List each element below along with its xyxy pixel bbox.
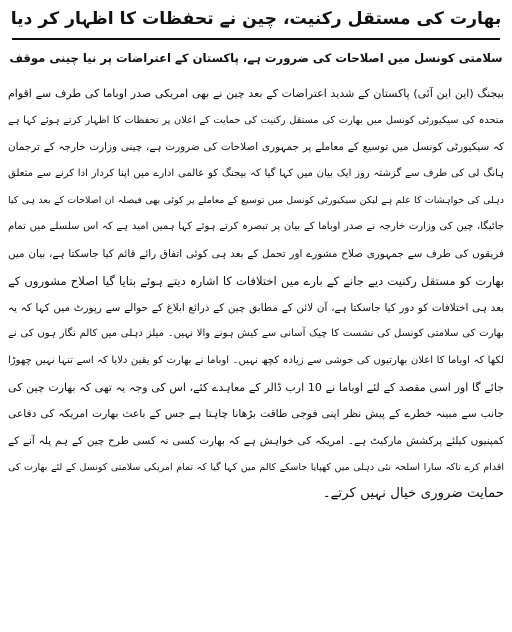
subheadline: سلامتی کونسل میں اصلاحات کی ضرورت ہے، پاکستان کے اعتراضات پر نیا چینی موقف xyxy=(9,51,503,65)
article-line: جائیگا، چین کی وزارت خارجہ نے صدر اوباما کے بیان پر تبصرہ کرتے ہوئے کہا ہمیں امید ہے کہ اس سلسلے میں تمام xyxy=(8,221,504,233)
article-line: حمایت ضروری خیال نہیں کرتے۔ xyxy=(322,486,504,502)
article-body xyxy=(8,81,504,508)
article-line: بیجنگ (این این آئی) پاکستان کے شدید اعتراضات کے بعد چین نے بھی امریکی صدر اوباما کی طرف سے اقوام xyxy=(8,87,504,100)
article-line: اقدام کرے تاکہ سارا اسلحہ نئی دہلی میں کھپایا جاسکے کالم میں کہا گیا کہ تمام امریکی سلامتی کونسل کے لئے بھارت کی xyxy=(8,461,504,473)
article-line: بعد ہی اختلافات کو دور کیا جاسکتا ہے، آن لائن کے مطابق چین کے ذرائع ابلاغ کے حوالے سے رپورٹ میں کہا کہ یہ xyxy=(8,301,504,314)
article-line: دہلی کی خواہشات کا علم ہے لیکن سیکیورٹی کونسل میں توسیع کے معاملے پر کوئی بھی فیصلہ ان اصلاحات کے بعد ہی کیا xyxy=(8,194,504,206)
article-line: لکھا کہ اوباما کا اعلان بھارتیوں کی خوشی سے زیادہ کچھ نہیں۔ اوباما نے بھارت کو یقین دلایا کہ اسے تنہا نہیں چھوڑا xyxy=(8,354,504,366)
article-line: جانب سے مبینہ خطرے کے پیش نظر اپنی فوجی طاقت بڑھانا چاہتا ہے جس کے باعث بھارت امریکہ کی دفاعی xyxy=(8,407,504,421)
article-line: بھارت کی سلامتی کونسل کی نشست کا چیک آسانی سے کیش ہونے والا نہیں۔ میلز دہلی میں کالم نگار ہوں کی نے xyxy=(8,328,504,340)
divider-rule xyxy=(12,38,500,40)
article-line: متحدہ کی سیکیورٹی کونسل میں بھارت کی مستقل رکنیت کی حمایت کے اعلان پر تحفظات کا اظہار کرتے ہوئے کہا ہے xyxy=(8,114,504,126)
article-line: فریقوں کی طرف سے جمہوری صلاح مشورے اور تحمل کے بعد ہی کوئی اتفاق رائے قائم کیا جاسکتا ہے، بیان میں xyxy=(8,248,504,261)
article-line: کمپنیوں کیلئے پرکشش مارکیٹ ہے۔ امریکہ کی خواہش ہے کہ بھارت کسی نہ کسی طرح چین کے ہم پلہ آنے کے xyxy=(8,434,504,447)
article-line: جائے گا اور اسی مقصد کے لئے اوباما نے 10 ارب ڈالر کے معاہدے کئے، اس کی وجہ یہ تھی کہ بھارت چین کی xyxy=(8,380,504,394)
headline: بھارت کی مستقل رکنیت، چین نے تحفظات کا اظہار کر دیا xyxy=(10,9,502,29)
article-line: ہانگ لی کی طرف سے گزشتہ روز ایک بیان میں کہا گیا کہ بیجنگ کو عالمی ادارے میں اپنا کردار ادا کرنے سے متعلق xyxy=(8,168,504,180)
article-line: کہ سیکیورٹی کونسل میں توسیع کے معاملے پر جمہوری اصلاحات کی ضرورت ہے، چینی وزارت خارجہ کے ترجمان xyxy=(8,141,504,154)
article-line: بھارت کو مستقل رکنیت دیے جانے کے بارے میں اختلافات کا اشارہ دیتے ہوئے بتایا گیا اصلاح مشوروں کے xyxy=(8,273,504,288)
